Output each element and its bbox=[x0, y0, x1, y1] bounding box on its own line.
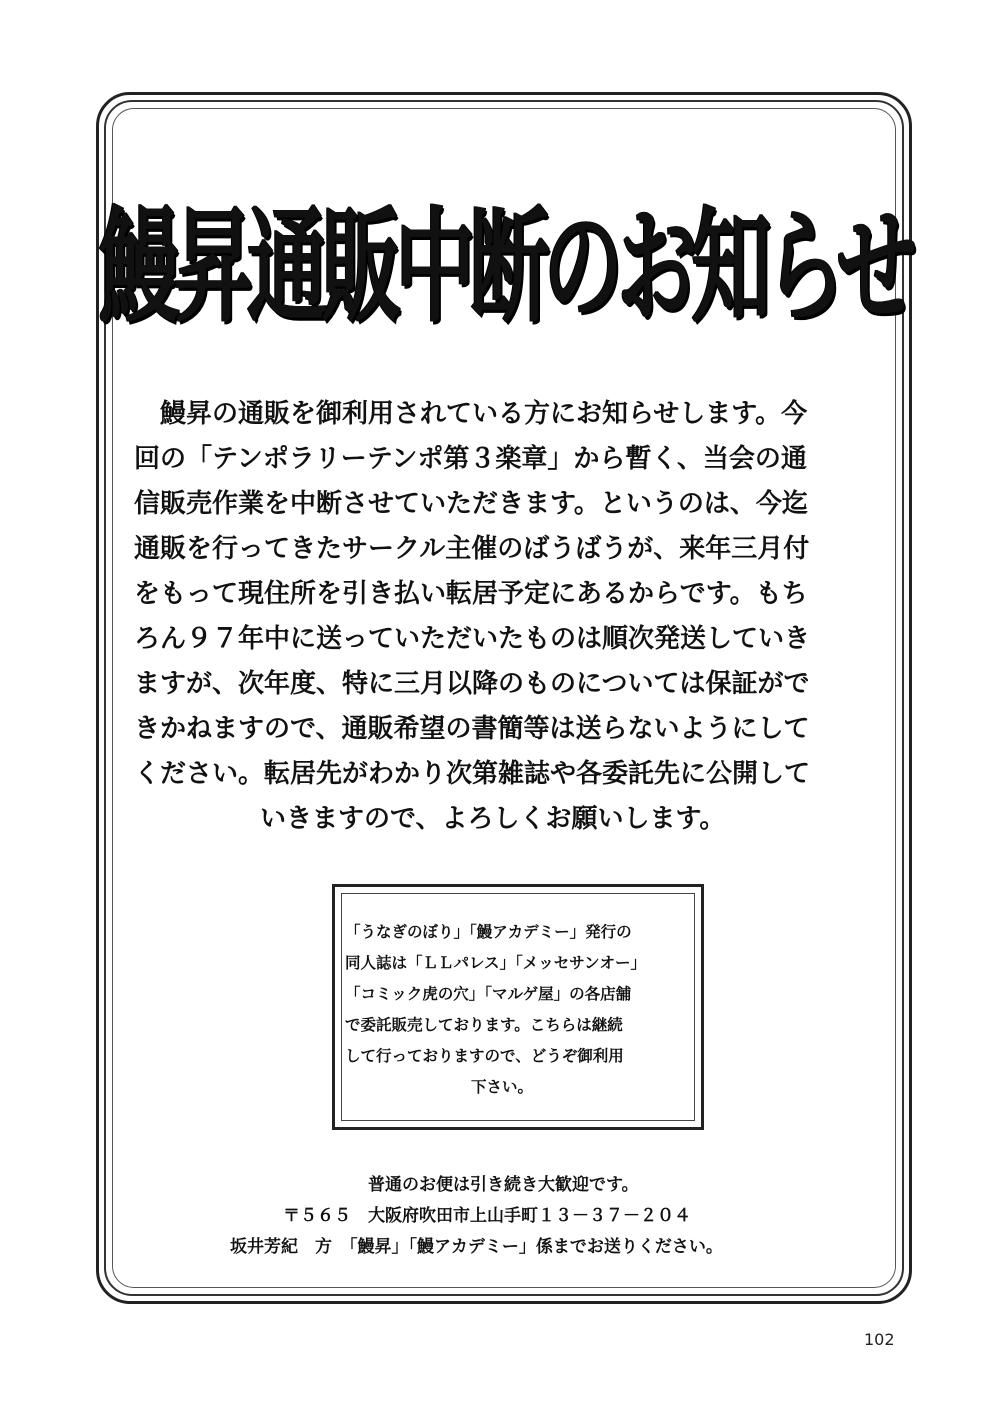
notice-line: 同人誌は「ＬＬパレス」「メッセサンオー」 bbox=[345, 954, 647, 972]
body-line: 信販売作業を中断させていただきます。というのは、今迄 bbox=[134, 489, 808, 519]
body-line: いきますので、よろしくお願いします。 bbox=[260, 804, 726, 834]
body-line: ください。転居先がわかり次第雑誌や各委託先に公開して bbox=[134, 759, 811, 789]
body-line: 通販を行ってきたサークル主催のばうばうが、来年三月付 bbox=[134, 534, 810, 564]
footer-address-line: 〒５６５ 大阪府吹田市上山手町１３－３７－２０４ bbox=[283, 1206, 691, 1226]
body-line: をもって現住所を引き払い転居予定にあるからです。もち bbox=[134, 579, 808, 609]
notice-line: して行っておりますので、どうぞ御利用 bbox=[345, 1047, 624, 1065]
consignment-notice-box bbox=[332, 884, 704, 1130]
footer-welcome-line: 普通のお便は引き続き大歓迎です。 bbox=[368, 1175, 639, 1195]
body-line: ますが、次年度、特に三月以降のものについては保証がで bbox=[134, 669, 810, 699]
body-line: 鰻昇の通販を御利用されている方にお知らせします。今 bbox=[160, 399, 808, 429]
consignment-notice-text bbox=[345, 917, 685, 1103]
footer-recipient-line: 坂井芳紀 方 「鰻昇」「鰻アカデミー」係までお送りください。 bbox=[230, 1237, 723, 1257]
body-line: ろん９７年中に送っていただいたものは順次発送していき bbox=[134, 624, 811, 654]
notice-line: 「うなぎのぼり」「鰻アカデミー」発行の bbox=[345, 923, 632, 941]
notice-title: 鰻昇通販中断のお知らせ bbox=[99, 193, 911, 338]
page-number: 102 bbox=[864, 1330, 895, 1349]
body-line: 回の「テンポラリーテンポ第３楽章」から暫く、当会の通 bbox=[134, 444, 807, 474]
notice-line: 「コミック虎の穴」「マルゲ屋」の各店舗 bbox=[345, 985, 632, 1003]
contact-footer bbox=[200, 1170, 840, 1263]
notice-body bbox=[134, 392, 894, 842]
notice-line: 下さい。 bbox=[471, 1078, 534, 1096]
notice-line: で委託販売しております。こちらは継続 bbox=[345, 1016, 623, 1034]
body-line: きかねますので、通販希望の書簡等は送らないようにして bbox=[134, 714, 810, 744]
